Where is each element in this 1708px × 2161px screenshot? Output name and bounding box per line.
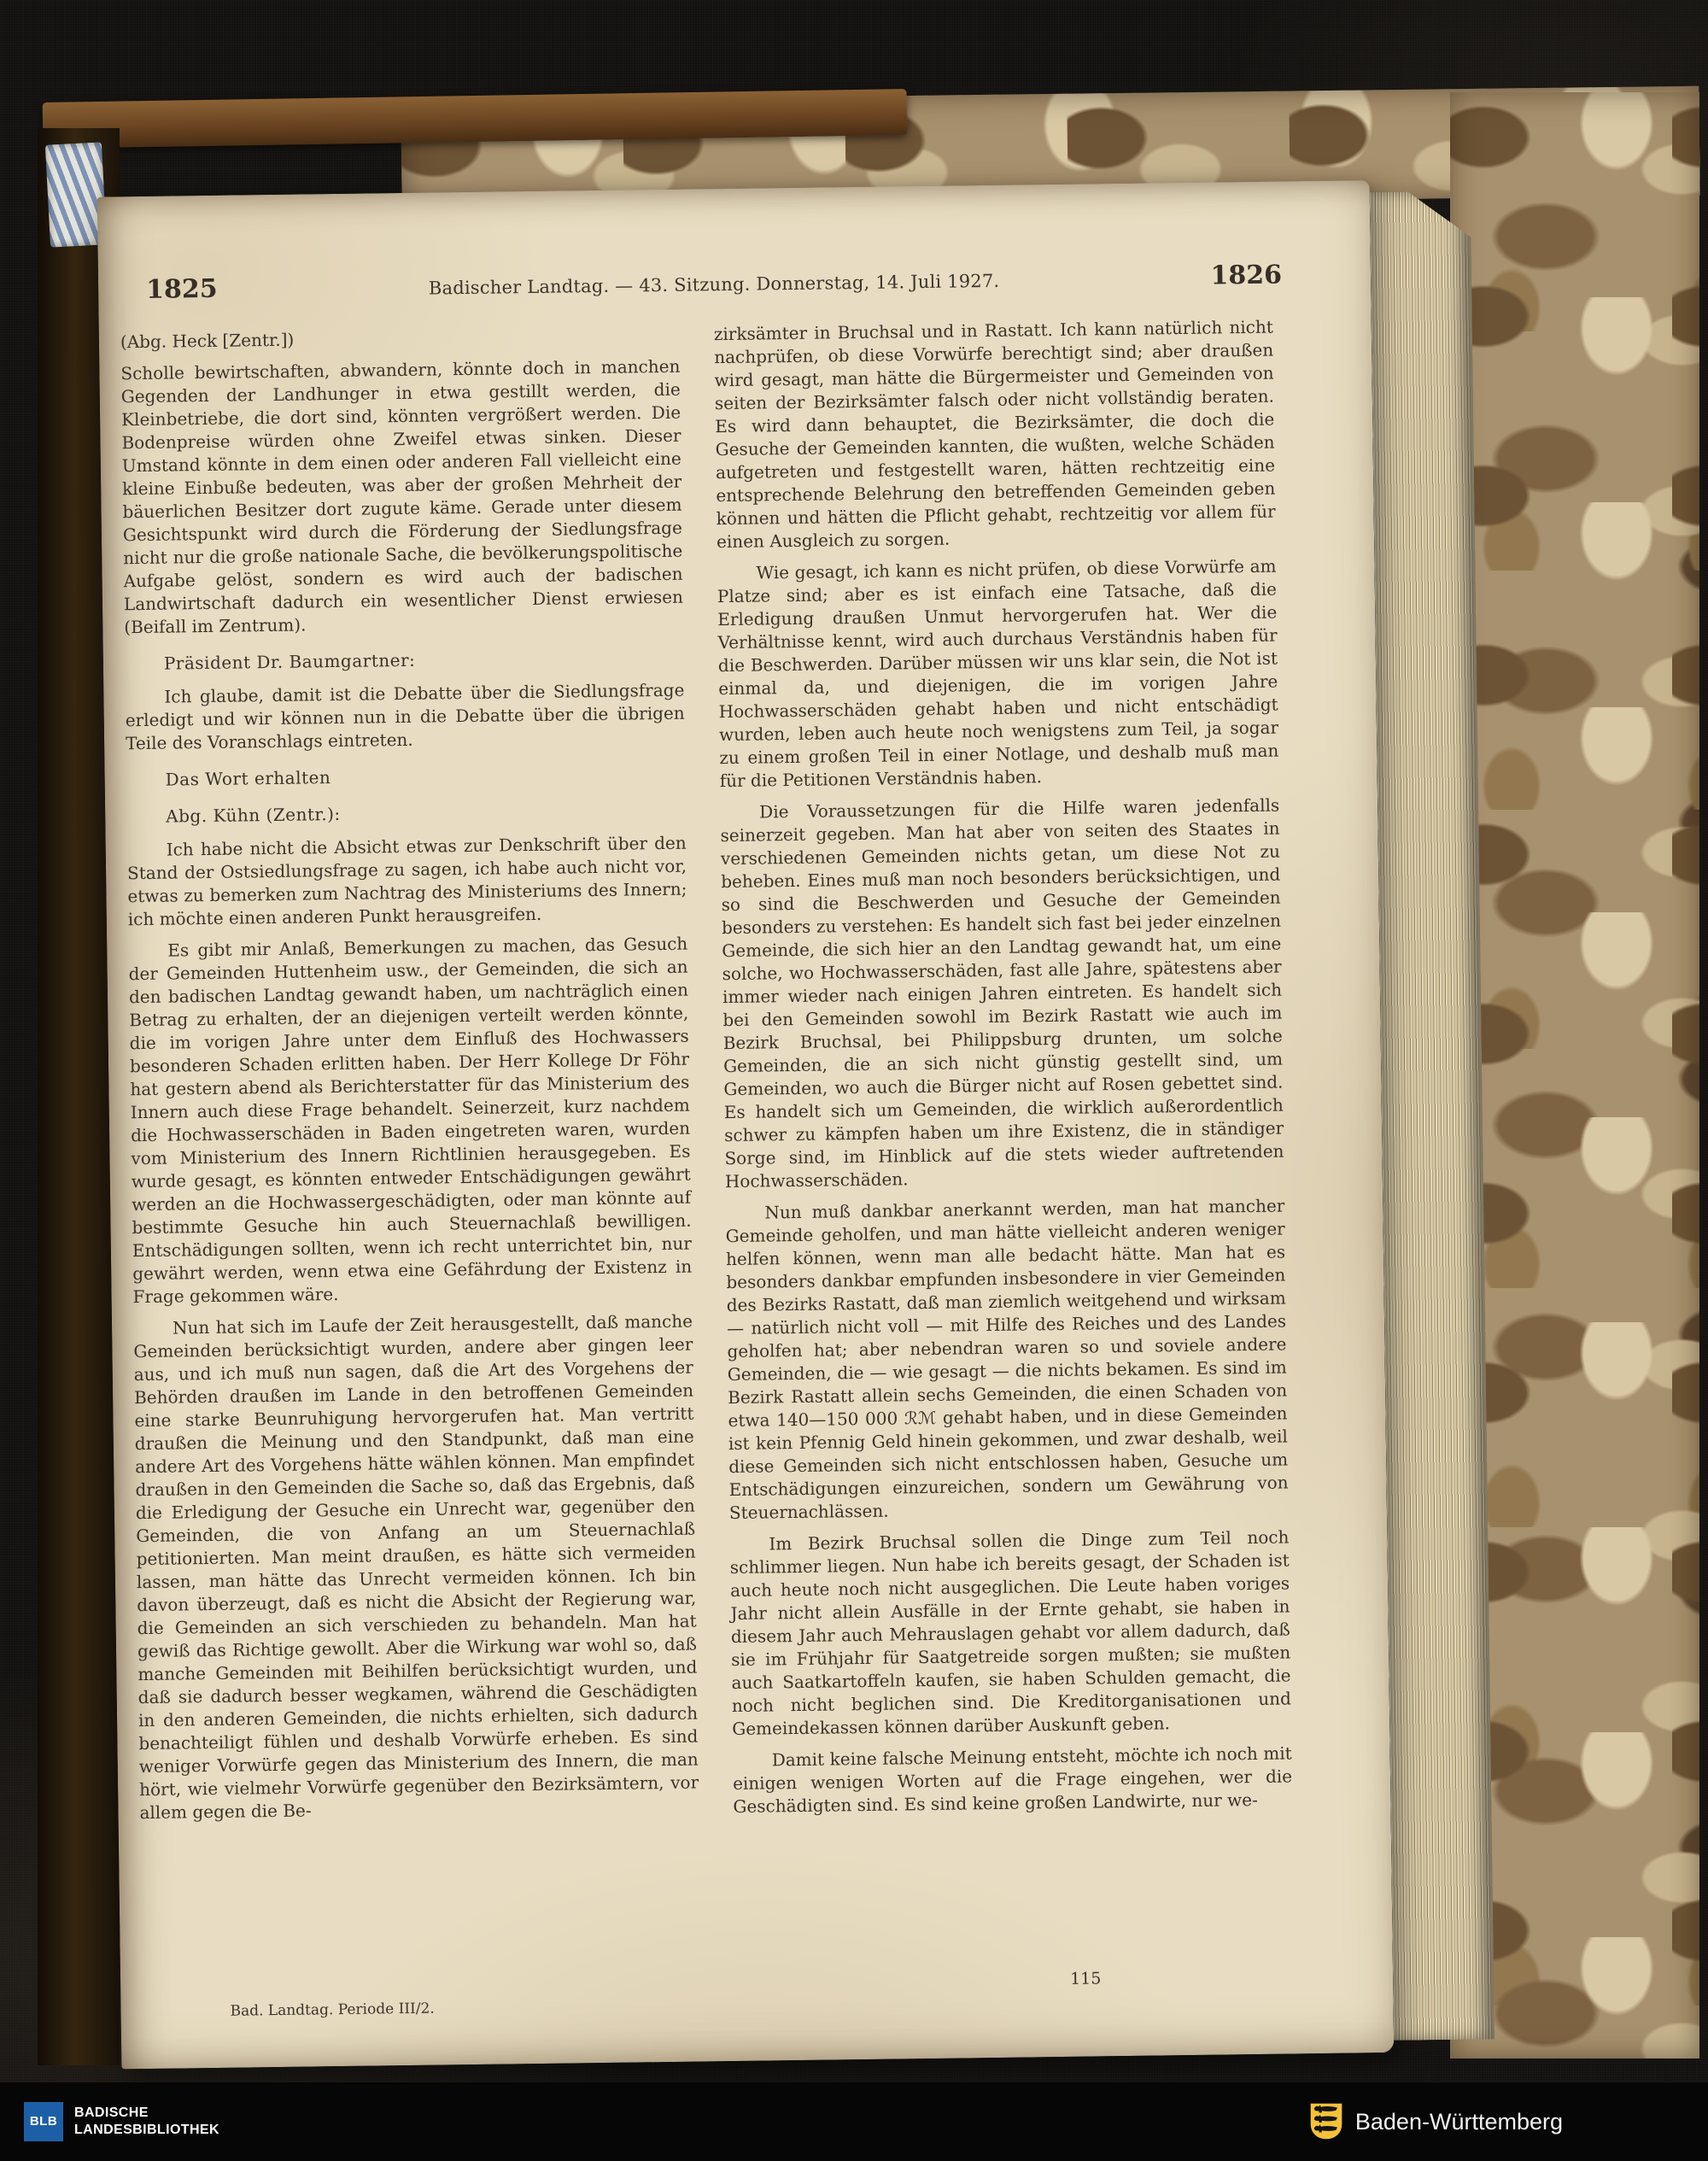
- paragraph: Im Bezirk Bruchsal sollen die Dinge zum Teil noch schlimmer liegen. Nun habe ich bereits gesagt, der Schaden ist auch heute noch nicht ausgeglichen. Die Leute haben voriges Jahr nicht allein Ausfälle in der Ernte gehabt, sie haben in diesem Jahr auch Mehrauslagen gehabt vor allem dadurch, daß sie im Frühjahr für Saatgetreide sorgen mußten; sie mußten auch Saatkartoffeln kaufen, sie haben Schulden gemacht, die noch nicht beglichen sind. Die Kreditorganisationen und Gemeindekassen können darüber Auskunft geben.: [729, 1526, 1292, 1740]
- scanned-page: [97, 180, 1395, 2069]
- paragraph: Ich glaube, damit ist die Debatte über die Siedlungsfrage erledigt und wir können nun in die Debatte über die übrigen Teile des Voranschlags eintreten.: [125, 679, 685, 754]
- period-signature: Bad. Landtag. Periode III/2.: [230, 2000, 435, 2020]
- library-name: [74, 2105, 219, 2139]
- paragraph: Nun hat sich im Laufe der Zeit herausgestellt, daß manche Gemeinden berücksichtigt wurden, andere aber gingen leer aus, und ich muß nun sagen, daß die Art des Vorgehens der Behörden draußen im Lande in den betroffenen Gemeinden eine starke Beunruhigung hervorgerufen hat. Man vertritt draußen die Meinung und den Standpunkt, daß man eine andere Art des Vorgehens hätte wählen können. Man empfindet draußen in den Gemeinden die Sache so, daß das Ergebnis, daß die Erledigung der Gesuche ein Unrecht war, gegenüber den Gemeinden, die von Anfang an um Steuernachlaß petitionierten. Man meint draußen, es hätte sich vermeiden lassen, man hätte das Unrecht vermeiden können. Ich bin davon überzeugt, daß es nicht die Absicht der Regierung war, die Gemeinden an sich verschieden zu behandeln. Man hat gewiß das Richtige gewollt. Aber die Wirkung war wohl so, daß manche Gemeinden mit Beihilfen berücksichtigt wurden, und daß sie dadurch besser wegkamen, während die Geschädigten in den anderen Gemeinden, die nichts erhielten, sich dadurch benachteiligt fühlen und deshalb Vorwürfe erheben. Es sind weniger Vorwürfe gegen das Ministerium des Innern, die man hört, wie vielmehr Vorwürfe gegenüber den Bezirksämtern, vor allem gegen die Be-: [133, 1310, 699, 1824]
- paragraph: Das Wort erhalten: [165, 767, 331, 790]
- blb-logo-icon: BLB: [24, 2102, 63, 2141]
- paragraph: Es gibt mir Anlaß, Bemerkungen zu machen, das Gesuch der Gemeinden Huttenheim usw., der Gemeinden, die sich an den badischen Landtag gewandt haben, um nachträglich einen Betrag zu erhalten, der an diejenigen verteilt werden könnte, die im vorigen Jahre unter dem Einfluß des Hochwassers besonderen Schaden erlitten haben. Der Herr Kollege Dr Föhr hat gestern abend als Berichterstatter für das Ministerium des Innern auch diese Frage behandelt. Seinerzeit, kurz nachdem die Hochwasserschäden in Baden eingetreten waren, wurden vom Ministerium des Innern Richtlinien herausgegeben. Es wurde gesagt, es könnten entweder Entschädigungen gewährt werden an die Hochwassergeschädigten, oder man könnte auf bestimmte Gesuche hin auch Steuernachlaß bewilligen. Entschädigungen sollten, wenn ich recht unterrichtet bin, nur gewährt werden, wenn etwa eine Gefährdung der Existenz in Frage gekommen wäre.: [128, 933, 693, 1308]
- paragraph: Präsident Dr. Baumgartner:: [163, 649, 416, 674]
- library-brand: [24, 2102, 219, 2141]
- open-book: [97, 179, 1495, 2070]
- text-columns: [120, 316, 1295, 1954]
- viewer-footer-bar: [0, 2082, 1708, 2161]
- state-brand: [1309, 2102, 1563, 2141]
- sheet-number: 115: [1069, 1969, 1102, 1988]
- paragraph: (Abg. Heck [Zentr.]): [120, 329, 295, 353]
- text-column-left: [120, 324, 701, 1953]
- library-name-line2: LANDESBIBLIOTHEK: [74, 2123, 219, 2137]
- paragraph: Wie gesagt, ich kann es nicht prüfen, ob diese Vorwürfe am Platze sind; aber es ist einfach eine Tatsache, daß die Erledigung draußen Unmut hervorgerufen hat. Wer die Verhältnisse kennt, wird auch durchaus Verständnis haben für die Beschwerden. Darüber müssen wir uns klar sein, die Not ist einmal da, und diejenigen, die im vorigen Jahre Hochwasserschäden gehabt haben und nicht entschädigt wurden, leben auch heute noch wenigstens zum Teil, ja sogar zu einem großen Teil in einer Notlage, und deshalb muß man für die Petitionen Verständnis haben.: [717, 555, 1279, 792]
- paragraph: zirksämter in Bruchsal und in Rastatt. Ich kann natürlich nicht nachprüfen, ob diese Vorwürfe berechtigt sind; aber draußen wird gesagt, man hätte die Bürgermeister und Gemeinden von seiten der Bezirksämter falsch oder nicht vollständig beraten. Es wird dann behauptet, die Bezirksämter, die doch die Gesuche der Gemeinden kannten, die wußten, welche Schäden aufgetreten und festgestellt waren, hätten rechtzeitig eine entsprechende Belehrung den betreffenden Gemeinden geben können und hätten die Pflicht gehabt, rechtzeitig vor allem für einen Ausgleich zu sorgen.: [713, 316, 1276, 553]
- paragraph: Ich habe nicht die Absicht etwas zur Denkschrift über den Stand der Ostsiedlungsfrage zu sagen, ich habe auch nicht vor, etwas zu bemerken zum Nachtrag des Ministeriums des Innern; ich möchte einen anderen Punkt herausgreifen.: [126, 832, 687, 930]
- page-number-left: 1825: [145, 273, 218, 305]
- paragraph: Abg. Kühn (Zentr.):: [166, 803, 341, 827]
- paragraph: Damit keine falsche Meinung entsteht, möchte ich noch mit einigen wenigen Worten auf die Frage eingehen, wer die Geschädigten sind. Es sind keine großen Landwirte, nur we-: [732, 1742, 1293, 1818]
- state-label: Baden-Württemberg: [1354, 2108, 1563, 2135]
- paragraph: Die Voraussetzungen für die Hilfe waren jedenfalls seinerzeit gegeben. Man hat aber von seiten des Staates in verschiedenen Gemeinden nichts getan, um diese Not zu beheben. Eines muß man noch besonders berücksichtigen, und so sind die Beschwerden und Gesuche der Gemeinden besonders zu verstehen: Es handelt sich fast bei jeder einzelnen Gemeinde, die sich hier an den Landtag gewandt hat, um eine solche, wo Hochwasserschäden, fast alle Jahre, spätestens aber immer wieder nach einigen Jahren eintreten. Es handelt sich bei den Gemeinden sowohl im Bezirk Rastatt wie auch im Bezirk Bruchsal, bei Philippsburg drunten, um solche Gemeinden, die an sich nicht günstig gestellt sind, um Gemeinden, wo auch die Bürger nicht auf Rosen gebettet sind. Es handelt sich um Gemeinden, die wirklich außerordentlich schwer zu kämpfen haben um ihre Existenz, die in ständiger Sorge sind, im Hinblick auf die stets wieder auftretenden Hochwasserschäden.: [720, 794, 1284, 1192]
- paragraph: Scholle bewirtschaften, abwandern, könnte doch in manchen Gegenden der Landhunger in etwa gestillt werden, die Kleinbetriebe, die dort sind, könnten vergrößert werden. Die Bodenpreise würden ohne Zweifel etwas sinken. Dieser Umstand könnte in dem einen oder anderen Fall vielleicht eine kleine Einbuße bedeuten, was aber der großen Mehrheit der bäuerlichen Besitzer dort zugute käme. Gerade unter diesem Gesichtspunkt wird durch die Förderung der Siedlungsfrage nicht nur die große nationale Sache, die bevölkerungspolitische Aufgabe gelöst, sondern es wird auch der badischen Landwirtschaft dadurch ein wesentlicher Dienst erwiesen (Beifall im Zentrum).: [120, 355, 684, 638]
- page-header: [124, 260, 1328, 305]
- paragraph: Nun muß dankbar anerkannt werden, man hat mancher Gemeinde geholfen, und man hätte vielleicht anderen weniger helfen können, wenn man alle bedacht hätte. Man hat es besonders dankbar empfunden insbesondere in vier Gemeinden des Bezirks Rastatt, daß man ziemlich weitgehend und wirksam — natürlich nicht voll — mit Hilfe des Reiches und des Landes geholfen hat; aber nebendran waren so und soviele andere Gemeinden, die — wie gesagt — die nichts bekamen. Es sind im Bezirk Rastatt allein sechs Gemeinden, die einen Schaden von etwa 140—150 000 ℛℳ gehabt haben, und in diese Gemeinden ist kein Pfennig Geld hinein gekommen, und zwar deshalb, weil diese Gemeinden sich nicht entschlossen haben, Gesuche um Entschädigungen einzureichen, sondern um Gewährung von Steuernachlässen.: [725, 1195, 1289, 1524]
- library-name-line1: BADISCHE: [74, 2105, 149, 2120]
- text-column-right: [714, 316, 1295, 1946]
- coat-of-arms-icon: [1309, 2102, 1343, 2141]
- running-title: Badischer Landtag. — 43. Sitzung. Donnerstag, 14. Juli 1927.: [428, 270, 1000, 299]
- page-number-right: 1826: [1210, 260, 1283, 291]
